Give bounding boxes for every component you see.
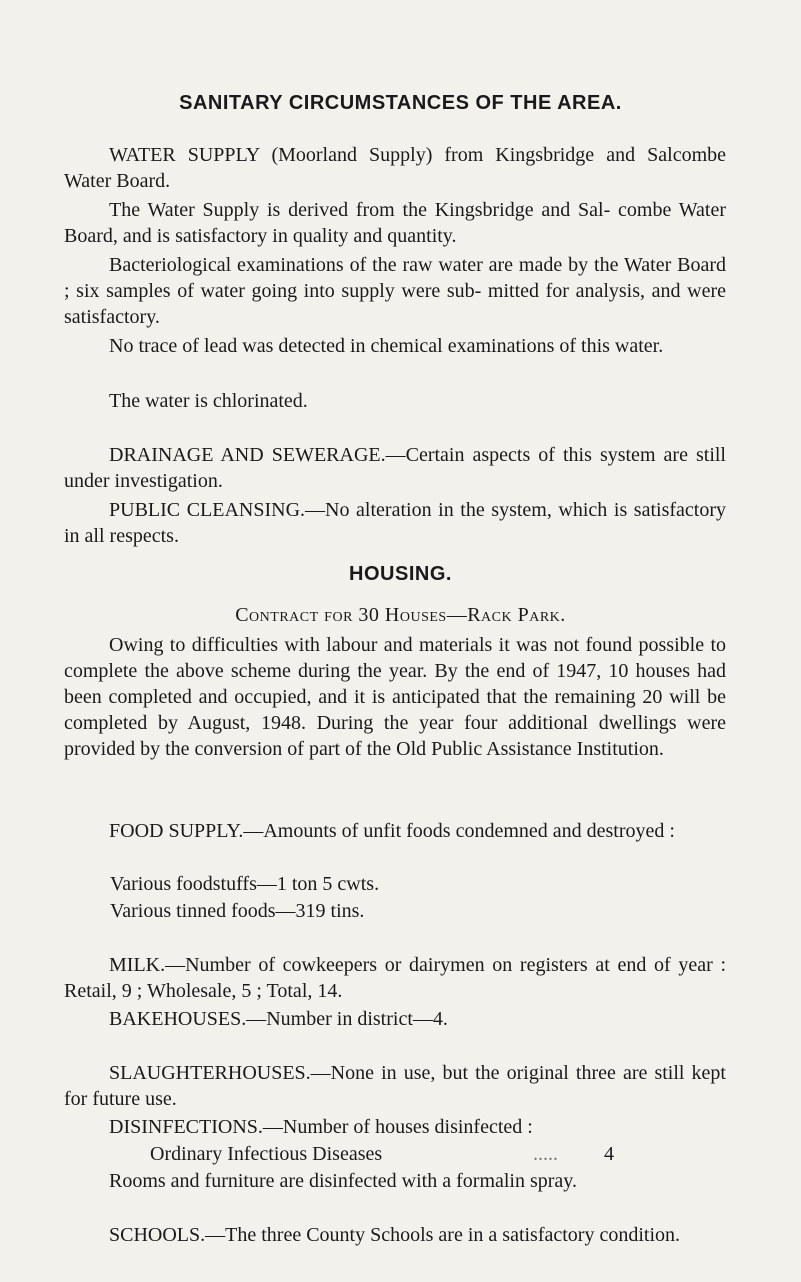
paragraph-rooms: Rooms and furniture are disinfected with a formalin spray.	[109, 1170, 578, 1192]
section-heading-housing: HOUSING.	[349, 563, 452, 585]
paragraph-drainage: DRAINAGE AND SEWERAGE.—Certain aspects of this system are still under investigation.	[64, 444, 726, 492]
paragraph-water-supply: WATER SUPPLY (Moorland Supply) from Kingsbridge and Salcombe Water Board.	[64, 144, 726, 192]
disinfection-count: 4	[604, 1143, 614, 1165]
paragraph-bacteriological: Bacteriological examinations of the raw water are made by the Water Board ; six samples of water going into supply were sub- mitted for analysis, and were satisfactory.	[64, 254, 726, 328]
paragraph-slaughterhouses: SLAUGHTERHOUSES.—None in use, but the original three are still kept for future use.	[64, 1062, 726, 1110]
paragraph-schools: SCHOOLS.—The three County Schools are in a satisfactory condition.	[109, 1224, 681, 1246]
paragraph-disinfections: DISINFECTIONS.—Number of houses disinfected :	[109, 1116, 533, 1138]
paragraph-water-derived: The Water Supply is derived from the Kingsbridge and Sal- combe Water Board, and is satisfactory in quality and quantity.	[64, 199, 726, 247]
paragraph-public-cleansing: PUBLIC CLEANSING.—No alteration in the system, which is satisfactory in all respects.	[64, 499, 726, 547]
disinfection-label: Ordinary Infectious Diseases	[150, 1143, 383, 1165]
food-item-tinned: Various tinned foods—319 tins.	[110, 900, 365, 922]
paragraph-housing-owing: Owing to difficulties with labour and materials it was not found possible to complete the above scheme during the year. By the end of 1947, 10 houses had been completed and occupied, and it is anticipated that the remaining 20 will be completed by August, 1948. During the year four additional dwellings were provided by the conversion of part of the Old Public Assistance Institution.	[64, 634, 726, 760]
food-item-foodstuffs: Various foodstuffs—1 ton 5 cwts.	[110, 873, 380, 895]
paragraph-bakehouses: BAKEHOUSES.—Number in district—4.	[109, 1008, 448, 1030]
paragraph-chlorinated: The water is chlorinated.	[109, 390, 308, 412]
paragraph-milk: MILK.—Number of cowkeepers or dairymen on registers at end of year : Retail, 9 ; Wholesale, 5 ; Total, 14.	[64, 954, 726, 1002]
paragraph-lead: No trace of lead was detected in chemical examinations of this water.	[109, 335, 664, 357]
paragraph-food-supply: FOOD SUPPLY.—Amounts of unfit foods condemned and destroyed :	[109, 820, 675, 842]
subheading-contract: Contract for 30 Houses—Rack Park.	[235, 604, 566, 626]
section-heading-sanitary: SANITARY CIRCUMSTANCES OF THE AREA.	[179, 92, 622, 114]
disinfection-leader-dots: .....	[533, 1143, 558, 1165]
